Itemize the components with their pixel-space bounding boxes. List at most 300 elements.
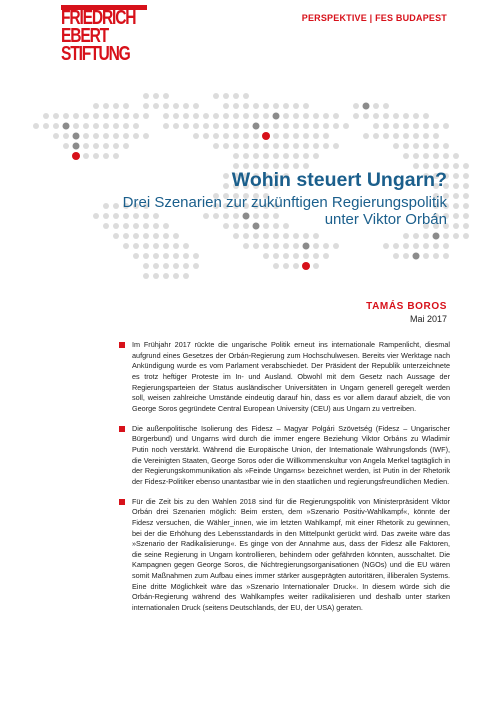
map-dot [173,253,179,259]
map-dot [373,103,379,109]
map-dot [273,113,280,120]
map-dot [103,123,109,129]
map-dot [413,133,419,139]
map-dot [33,123,39,129]
logo-line-3: STIFTUNG [61,43,130,65]
map-dot [223,183,229,189]
map-dot [93,133,99,139]
map-dot [253,103,259,109]
map-dot [313,133,319,139]
map-dot [423,243,429,249]
map-dot [263,143,269,149]
map-dot [143,113,149,119]
map-dot [123,113,129,119]
map-dot [463,173,469,179]
map-dot [443,123,449,129]
author-name: TAMÁS BOROS [366,301,447,312]
map-dot [83,133,89,139]
map-dot [453,153,459,159]
map-dot [153,103,159,109]
map-dot [383,103,389,109]
map-dot [333,143,339,149]
map-dot [93,123,99,129]
map-dot [93,153,99,159]
map-dot [113,133,119,139]
map-dot [423,143,429,149]
map-dot [283,243,289,249]
map-dot [63,113,69,119]
map-dot [413,153,419,159]
map-dot [433,133,439,139]
map-dot [143,103,149,109]
map-dot [273,103,279,109]
map-dot [123,143,129,149]
map-dot [383,123,389,129]
map-dot [403,143,409,149]
map-dot [173,123,179,129]
map-dot [423,253,429,259]
map-dot [123,103,129,109]
map-dot [283,123,289,129]
map-dot [373,113,379,119]
map-dot [393,133,399,139]
map-dot [403,113,409,119]
red-bullet-icon [119,499,125,505]
map-dot [453,213,459,219]
summary-paragraph [132,424,450,488]
map-dot [303,243,310,250]
map-dot [123,243,129,249]
map-dot [123,233,129,239]
map-dot [73,123,79,129]
map-dot [313,233,319,239]
map-dot [363,133,369,139]
map-dot [53,133,59,139]
map-dot [393,243,399,249]
map-dot [63,133,69,139]
map-dot [183,243,189,249]
map-dot [433,243,439,249]
map-dot [393,143,399,149]
map-dot [433,233,440,240]
map-dot [143,253,149,259]
map-dot [413,123,419,129]
map-dot [453,183,459,189]
map-dot [133,253,139,259]
map-dot [293,153,299,159]
map-dot [133,113,139,119]
map-dot [243,153,249,159]
map-dot [203,133,209,139]
map-dot [443,233,449,239]
map-dot [193,263,199,269]
map-dot [113,113,119,119]
map-dot [223,103,229,109]
map-dot [83,153,89,159]
logo-line-2: EBERT [61,25,109,47]
map-dot [303,113,309,119]
map-dot [262,132,270,140]
map-dot [453,163,459,169]
map-dot [103,153,109,159]
map-dot [193,133,199,139]
map-dot [83,123,89,129]
map-dot [443,243,449,249]
map-dot [193,123,199,129]
map-dot [143,263,149,269]
map-dot [153,253,159,259]
map-dot [343,123,349,129]
map-dot [193,103,199,109]
map-dot [223,93,229,99]
map-dot [223,173,229,179]
map-dot [273,133,279,139]
map-dot [323,243,329,249]
map-dot [243,113,249,119]
map-dot [313,123,319,129]
map-dot [403,253,409,259]
map-dot [273,233,279,239]
map-dot [233,113,239,119]
map-dot [313,143,319,149]
map-dot [183,123,189,129]
map-dot [153,273,159,279]
map-dot [413,253,420,260]
series-label: PERSPEKTIVE | FES BUDAPEST [301,13,447,23]
map-dot [313,243,319,249]
map-dot [243,233,249,239]
map-dot [243,93,249,99]
map-dot [293,143,299,149]
map-dot [373,123,379,129]
map-dot [243,133,249,139]
map-dot [433,253,439,259]
map-dot [283,253,289,259]
map-dot [253,243,259,249]
map-dot [243,243,249,249]
map-dot [113,153,119,159]
map-dot [173,243,179,249]
map-dot [293,123,299,129]
map-dot [93,113,99,119]
map-dot [213,123,219,129]
map-dot [453,233,459,239]
map-dot [253,113,259,119]
map-dot [453,193,459,199]
map-dot [273,253,279,259]
map-dot [283,153,289,159]
map-dot [463,193,469,199]
map-dot [233,93,239,99]
map-dot [323,133,329,139]
map-dot [323,253,329,259]
map-dot [293,243,299,249]
map-dot [303,133,309,139]
map-dot [433,153,439,159]
map-dot [393,113,399,119]
map-dot [413,233,419,239]
page-title: Wohin steuert Ungarn? [231,169,447,191]
map-dot [463,183,469,189]
map-dot [283,133,289,139]
map-dot [403,243,409,249]
map-dot [393,123,399,129]
map-dot [93,213,99,219]
map-dot [153,243,159,249]
map-dot [83,113,89,119]
map-dot [143,273,149,279]
map-dot [423,233,429,239]
map-dot [333,123,339,129]
map-dot [213,143,219,149]
map-dot [263,243,269,249]
map-dot [403,153,409,159]
map-dot [163,233,169,239]
map-dot [203,113,209,119]
map-dot [333,113,339,119]
map-dot [453,223,459,229]
map-dot [143,133,149,139]
map-dot [293,263,299,269]
map-dot [263,233,269,239]
map-dot [403,123,409,129]
map-dot [163,243,169,249]
map-dot [293,253,299,259]
map-dot [273,153,279,159]
map-dot [293,233,299,239]
map-dot [72,152,80,160]
map-dot [403,233,409,239]
publication-date: Mai 2017 [409,314,447,324]
map-dot [53,113,59,119]
map-dot [103,113,109,119]
map-dot [243,103,249,109]
map-dot [293,103,299,109]
map-dot [393,253,399,259]
paragraph-text: Im Frühjahr 2017 rückte die ungarische Politik erneut ins internationale Rampenlicht, diesmal aufgrund eines Gesetzes der Orbán-Regierung zum Hochschulwesen. Bereits vier Werktage nach Ankündigung wurde es vom Parlament verabschiedet. Der Präsident der Republik unterzeichnete es trotz heftiger Proteste im In- und Ausland. Obwohl mit dem Gesetz nach Aussage der Regierungsparteien der Status ausländischer Universitäten in Ungarn generell geregelt werden soll, weisen zahlreiche Umstände eindeutig darauf hin, dass es vor allem darauf abzielt, die von George Soros gegründete Central European University (CEU) aus Ungarn zu vertreiben. [132,340,450,413]
map-dot [83,143,89,149]
map-dot [223,133,229,139]
map-dot [63,143,69,149]
map-dot [273,263,279,269]
map-dot [303,143,309,149]
map-dot [223,123,229,129]
map-dot [163,123,169,129]
map-dot [103,133,109,139]
map-dot [263,153,269,159]
map-dot [273,243,279,249]
map-dot [263,113,269,119]
map-dot [433,123,439,129]
logo-line-1: FRIEDRICH [61,7,136,29]
map-dot [173,233,179,239]
map-dot [293,113,299,119]
map-dot [383,243,389,249]
map-dot [163,253,169,259]
map-dot [163,113,169,119]
map-dot [233,103,239,109]
map-dot [283,113,289,119]
map-dot [93,103,99,109]
map-dot [193,113,199,119]
map-dot [293,133,299,139]
map-dot [113,233,119,239]
page-subtitle: Drei Szenarien zur zukünftigen Regierungspolitik unter Viktor Orbán [122,194,447,228]
map-dot [143,233,149,239]
map-dot [413,113,419,119]
map-dot [153,233,159,239]
map-dot [133,233,139,239]
map-dot [423,133,429,139]
map-dot [63,123,70,130]
map-dot [253,133,259,139]
map-dot [413,243,419,249]
map-dot [423,153,429,159]
map-dot [203,123,209,129]
summary-paragraph [132,340,450,415]
map-dot [323,143,329,149]
map-dot [73,113,79,119]
map-dot [303,123,309,129]
summary-paragraph [132,497,450,614]
map-dot [113,103,119,109]
map-dot [163,273,169,279]
map-dot [213,113,219,119]
map-dot [263,103,269,109]
map-dot [433,143,439,149]
map-dot [163,263,169,269]
red-bullet-icon [119,342,125,348]
map-dot [243,123,249,129]
map-dot [213,133,219,139]
map-dot [423,123,429,129]
map-dot [363,103,370,110]
map-dot [183,103,189,109]
map-dot [383,113,389,119]
map-dot [273,123,279,129]
map-dot [173,103,179,109]
map-dot [313,153,319,159]
map-dot [93,143,99,149]
map-dot [183,263,189,269]
paragraph-text: Die außenpolitische Isolierung des Fidesz – Magyar Polgári Szövetség (Fidesz – Ungarischer Bürgerbund) und Ungarns wird durch die immer engere Beziehung Viktor Orbáns zu Wladimir Putin noch verstärkt. Während die Europäische Union, der Internationale Währungsfonds (IWF), die Vereinigten Staaten, George Soros oder die Willkommenskultur von Angela Merkel tagtäglich in der Regierungskommunikation als »Feinde Ungarns« bezeichnet werden, ist Putin in der Rhetorik der Fidesz-Politiker ebenso unantastbar wie in den staatlichen und regierungsfreundlichen Medien. [132,423,450,486]
map-dot [153,263,159,269]
map-dot [253,153,259,159]
map-dot [463,233,469,239]
map-dot [73,143,80,150]
map-dot [303,103,309,109]
map-dot [413,143,419,149]
map-dot [133,133,139,139]
map-dot [173,263,179,269]
map-dot [183,253,189,259]
map-dot [103,103,109,109]
map-dot [463,213,469,219]
map-dot [53,123,59,129]
map-dot [313,113,319,119]
map-dot [123,133,129,139]
map-dot [123,123,129,129]
map-dot [133,243,139,249]
map-dot [363,113,369,119]
map-dot [443,153,449,159]
map-dot [283,143,289,149]
map-dot [143,243,149,249]
map-dot [453,203,459,209]
map-dot [133,123,139,129]
map-dot [443,253,449,259]
map-dot [153,93,159,99]
map-dot [263,253,269,259]
map-dot [233,233,239,239]
map-dot [423,113,429,119]
map-dot [183,113,189,119]
map-dot [283,233,289,239]
map-dot [453,173,459,179]
map-dot [353,113,359,119]
map-dot [163,93,169,99]
map-dot [253,233,259,239]
map-dot [233,133,239,139]
map-dot [253,123,260,130]
map-dot [223,113,229,119]
map-dot [303,153,309,159]
map-dot [302,262,310,270]
map-dot [463,203,469,209]
map-dot [233,123,239,129]
map-dot [243,143,249,149]
map-dot [263,123,269,129]
red-bullet-icon [119,426,125,432]
map-dot [463,223,469,229]
map-dot [163,103,169,109]
map-dot [403,133,409,139]
map-dot [43,123,49,129]
map-dot [183,273,189,279]
map-dot [43,113,49,119]
map-dot [103,143,109,149]
map-dot [313,253,319,259]
map-dot [323,113,329,119]
map-dot [213,93,219,99]
map-dot [443,143,449,149]
summary-body [132,340,450,614]
map-dot [73,133,80,140]
map-dot [283,103,289,109]
map-dot [323,123,329,129]
map-dot [373,133,379,139]
map-dot [273,143,279,149]
map-dot [113,143,119,149]
map-dot [173,273,179,279]
map-dot [113,123,119,129]
map-dot [463,163,469,169]
map-dot [313,263,319,269]
map-dot [383,133,389,139]
map-dot [303,253,309,259]
paragraph-text: Für die Zeit bis zu den Wahlen 2018 sind für die Regierungspolitik von Ministerpräsident Viktor Orbán drei Szenarien möglich: Beim ersten, dem »Szenario Positiv-Wahlkampf«, könnte der Fidesz versuchen, die Wähler_innen, wie im letzten Wahlkampf, mit einer Rhetorik zu gewinnen, bei der die Erhöhung des Lebensstandards in den Mittelpunkt gerückt wird. Das zweite wäre das »Szenario der Radikalisierung«. Es ginge von der Annahme aus, dass der Fidesz alle Faktoren, die seine Regierung in Ungarn kontrollieren, behindern oder gefährden könnten, ausschaltet. Die Kampagnen gegen George Soros, die Nichtregierungsorganisationen (NGOs) und die EU wären somit Maßnahmen zum Aufbau eines immer stärker ausgeprägten autoritären, illiberalen Systems. Eine dritte Möglichkeit wäre das »Szenario Internationaler Druck«. In diesem würde sich die Orbán-Regierung während des Wahlkampfes weiter radikalisieren und deshalb unter starken internationalen Druck (seitens Deutschlands, der EU, der USA) geraten. [132,496,450,613]
map-dot [173,113,179,119]
map-dot [233,143,239,149]
map-dot [223,143,229,149]
map-dot [253,143,259,149]
map-dot [333,243,339,249]
map-dot [353,103,359,109]
map-dot [193,253,199,259]
map-dot [283,263,289,269]
map-dot [303,233,309,239]
map-dot [143,93,149,99]
